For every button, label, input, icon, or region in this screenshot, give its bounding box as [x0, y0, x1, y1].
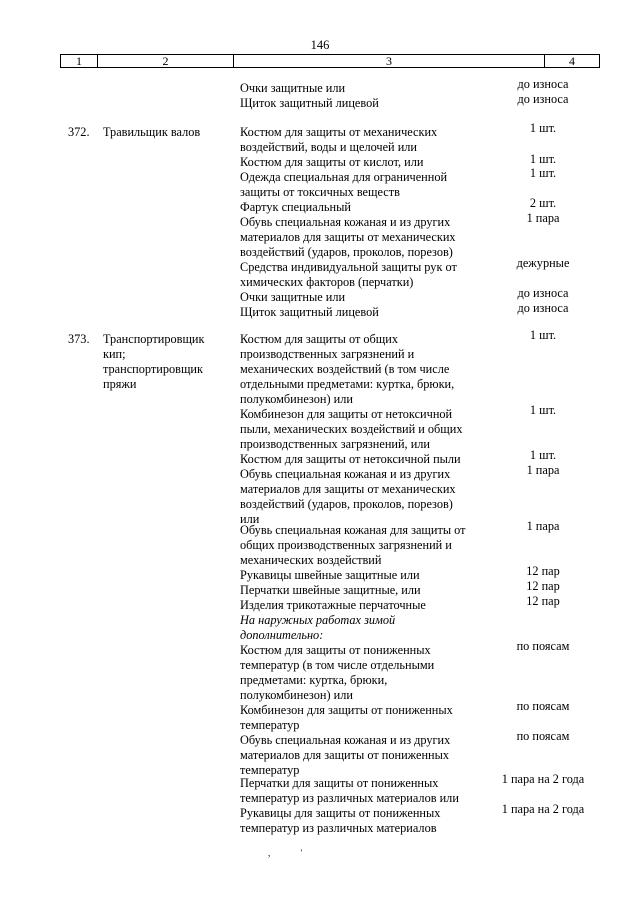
item-line: Костюм для защиты от общих [240, 332, 398, 346]
item-line: производственных загрязнений, или [240, 437, 431, 451]
item-norm: по поясам [516, 729, 570, 743]
item-line: Костюм для защиты от пониженных [240, 643, 431, 657]
item-line: температур (в том числе отдельными [240, 658, 435, 672]
item-line: Щиток защитный лицевой [240, 305, 379, 319]
item-line: Фартук специальный [240, 200, 351, 214]
item-line: Одежда специальная для ограниченной [240, 170, 448, 184]
item-line: пыли, механических воздействий и общих [240, 422, 463, 436]
item-norm: 2 шт. [529, 196, 557, 210]
item-line: Изделия трикотажные перчаточные [240, 598, 426, 612]
item-line: материалов для защиты от механических [240, 230, 456, 244]
item-line: материалов для защиты от пониженных [240, 748, 450, 762]
item-norm: 1 пара [526, 463, 560, 477]
item-norm: по поясам [516, 639, 570, 653]
item-line: Перчатки для защиты от пониженных [240, 776, 439, 790]
item-norm: 1 пара [526, 211, 560, 225]
item-line: Комбинезон для защиты от пониженных [240, 703, 453, 717]
item-norm: до износа [517, 301, 569, 315]
item-norm: 1 шт. [529, 121, 557, 135]
item-line: температур из различных материалов или [240, 791, 459, 805]
item-norm: 1 шт. [529, 152, 557, 166]
item-line: Костюм для защиты от кислот, или [240, 155, 424, 169]
item-line: воздействий, воды и щелочей или [240, 140, 418, 154]
item-line: Очки защитные или [240, 290, 346, 304]
item-line: Костюм для защиты от механических [240, 125, 438, 139]
item-norm: 12 пар [526, 594, 560, 608]
profession-line: пряжи [103, 377, 137, 391]
item-norm: 1 шт. [529, 166, 557, 180]
item-line: Комбинезон для защиты от нетоксичной [240, 407, 453, 421]
item-line: механических воздействий [240, 553, 382, 567]
table-header [60, 54, 600, 68]
item-line: Средства индивидуальной защиты рук от [240, 260, 457, 274]
item-norm: 1 пара на 2 года [501, 772, 585, 786]
item-line: защиты от токсичных веществ [240, 185, 400, 199]
item-line: предметами: куртка, брюки, [240, 673, 388, 687]
item-line: производственных загрязнений и [240, 347, 415, 361]
item-line: Костюм для защиты от нетоксичной пыли [240, 452, 461, 466]
item-line: полукомбинезон) или [240, 392, 353, 406]
header-col-4: 4 [569, 54, 575, 68]
item-norm: до износа [517, 286, 569, 300]
entry-number: 372. [68, 125, 90, 139]
item-norm: по поясам [516, 699, 570, 713]
item-line: химических факторов (перчатки) [240, 275, 414, 289]
item-line: Перчатки швейные защитные, или [240, 583, 421, 597]
item-name: Очки защитные или [240, 81, 346, 95]
item-line: температур [240, 763, 300, 777]
item-norm: 1 шт. [529, 448, 557, 462]
item-norm: 1 шт. [529, 403, 557, 417]
item-line: воздействий (ударов, проколов, порезов) [240, 245, 453, 259]
item-line: Рукавицы для защиты от пониженных [240, 806, 441, 820]
item-norm: 1 пара [526, 519, 560, 533]
header-col-1: 1 [76, 54, 82, 68]
item-line: или [240, 512, 260, 526]
item-norm: до износа [517, 77, 569, 91]
profession-line: Транспортировщик [103, 332, 205, 346]
item-line: общих производственных загрязнений и [240, 538, 452, 552]
item-line: воздействий (ударов, проколов, порезов) [240, 497, 453, 511]
item-line: температур из различных материалов [240, 821, 437, 835]
profession-line: кип; [103, 347, 126, 361]
item-norm: 1 пара на 2 года [501, 802, 585, 816]
item-norm: 1 шт. [529, 328, 557, 342]
item-norm: дежурные [516, 256, 570, 270]
item-name: Щиток защитный лицевой [240, 96, 379, 110]
item-line: Обувь специальная кожаная для защиты от [240, 523, 466, 537]
item-norm: до износа [517, 92, 569, 106]
entry-number: 373. [68, 332, 90, 346]
item-line: Обувь специальная кожаная и из других [240, 215, 451, 229]
section-note: На наружных работах зимой [240, 613, 396, 627]
section-note: дополнительно: [240, 628, 324, 642]
scan-specks: , ' [268, 848, 317, 858]
item-line: отдельными предметами: куртка, брюки, [240, 377, 455, 391]
item-line: полукомбинезон) или [240, 688, 353, 702]
item-line: температур [240, 718, 300, 732]
profession-name: Травильщик валов [103, 125, 201, 139]
item-line: Обувь специальная кожаная и из других [240, 733, 451, 747]
page-number: 146 [310, 38, 330, 52]
item-norm: 12 пар [526, 564, 560, 578]
profession-line: транспортировщик [103, 362, 203, 376]
item-line: механических воздействий (в том числе [240, 362, 450, 376]
item-line: материалов для защиты от механических [240, 482, 456, 496]
item-line: Рукавицы швейные защитные или [240, 568, 420, 582]
header-col-3: 3 [386, 54, 392, 68]
item-norm: 12 пар [526, 579, 560, 593]
item-line: Обувь специальная кожаная и из других [240, 467, 451, 481]
header-col-2: 2 [162, 54, 169, 68]
